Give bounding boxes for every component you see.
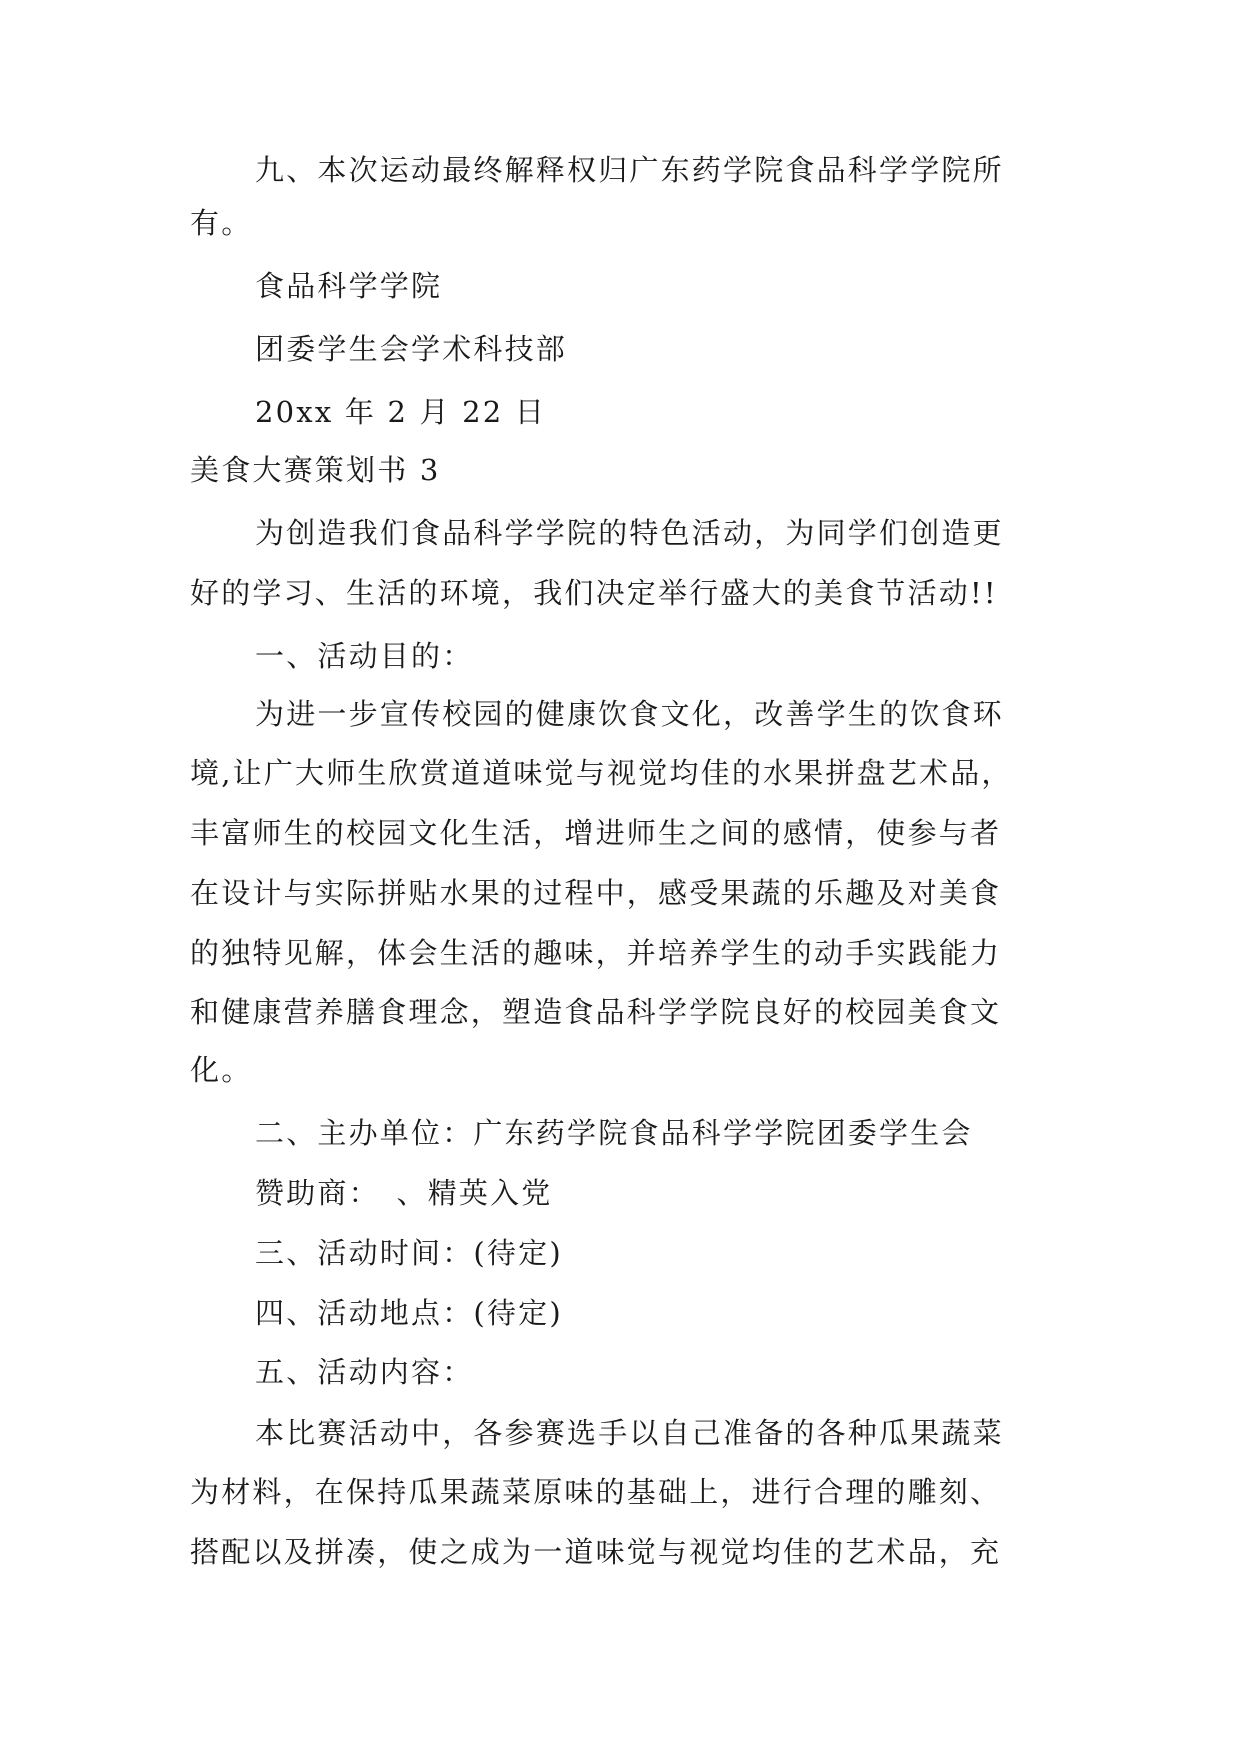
subheading: 三、活动时间：(待定) [255,1236,563,1270]
subheading: 一、活动目的： [255,639,474,673]
paragraph-line: 境,让广大师生欣赏道道味觉与视觉均佳的水果拼盘艺术品， [190,756,1013,790]
signature-line-department: 团委学生会学术科技部 [255,332,568,366]
signature-date: 20xx 年 2 月 22 日 [255,395,547,429]
paragraph-line: 为创造我们食品科学学院的特色活动，为同学们创造更 [255,516,1004,550]
paragraph-line: 的独特见解，体会生活的趣味，并培养学生的动手实践能力 [190,936,1002,970]
paragraph-line: 赞助商： 、精英入党 [255,1176,553,1210]
paragraph-line: 九、本次运动最终解释权归广东药学院食品科学学院所 [255,153,1004,187]
paragraph-line: 化。 [190,1053,253,1087]
subheading: 二、主办单位：广东药学院食品科学学院团委学生会 [255,1116,973,1150]
paragraph-line: 为进一步宣传校园的健康饮食文化，改善学生的饮食环 [255,697,1004,731]
paragraph-line: 好的学习、生活的环境，我们决定举行盛大的美食节活动!! [190,576,998,610]
signature-line-college: 食品科学学院 [255,269,443,303]
paragraph-line: 搭配以及拼凑，使之成为一道味觉与视觉均佳的艺术品，充 [190,1535,1002,1569]
paragraph-line: 在设计与实际拼贴水果的过程中，感受果蔬的乐趣及对美食 [190,876,1002,910]
subheading: 四、活动地点：(待定) [255,1296,563,1330]
paragraph-line: 有。 [190,206,253,240]
paragraph-line: 为材料，在保持瓜果蔬菜原味的基础上，进行合理的雕刻、 [190,1475,1002,1509]
paragraph-line: 和健康营养膳食理念，塑造食品科学学院良好的校园美食文 [190,995,1002,1029]
paragraph-line: 丰富师生的校园文化生活，增进师生之间的感情，使参与者 [190,816,1002,850]
subheading: 五、活动内容： [255,1355,474,1389]
section-heading: 美食大赛策划书 3 [190,453,441,487]
paragraph-line: 本比赛活动中，各参赛选手以自己准备的各种瓜果蔬菜 [255,1416,1004,1450]
